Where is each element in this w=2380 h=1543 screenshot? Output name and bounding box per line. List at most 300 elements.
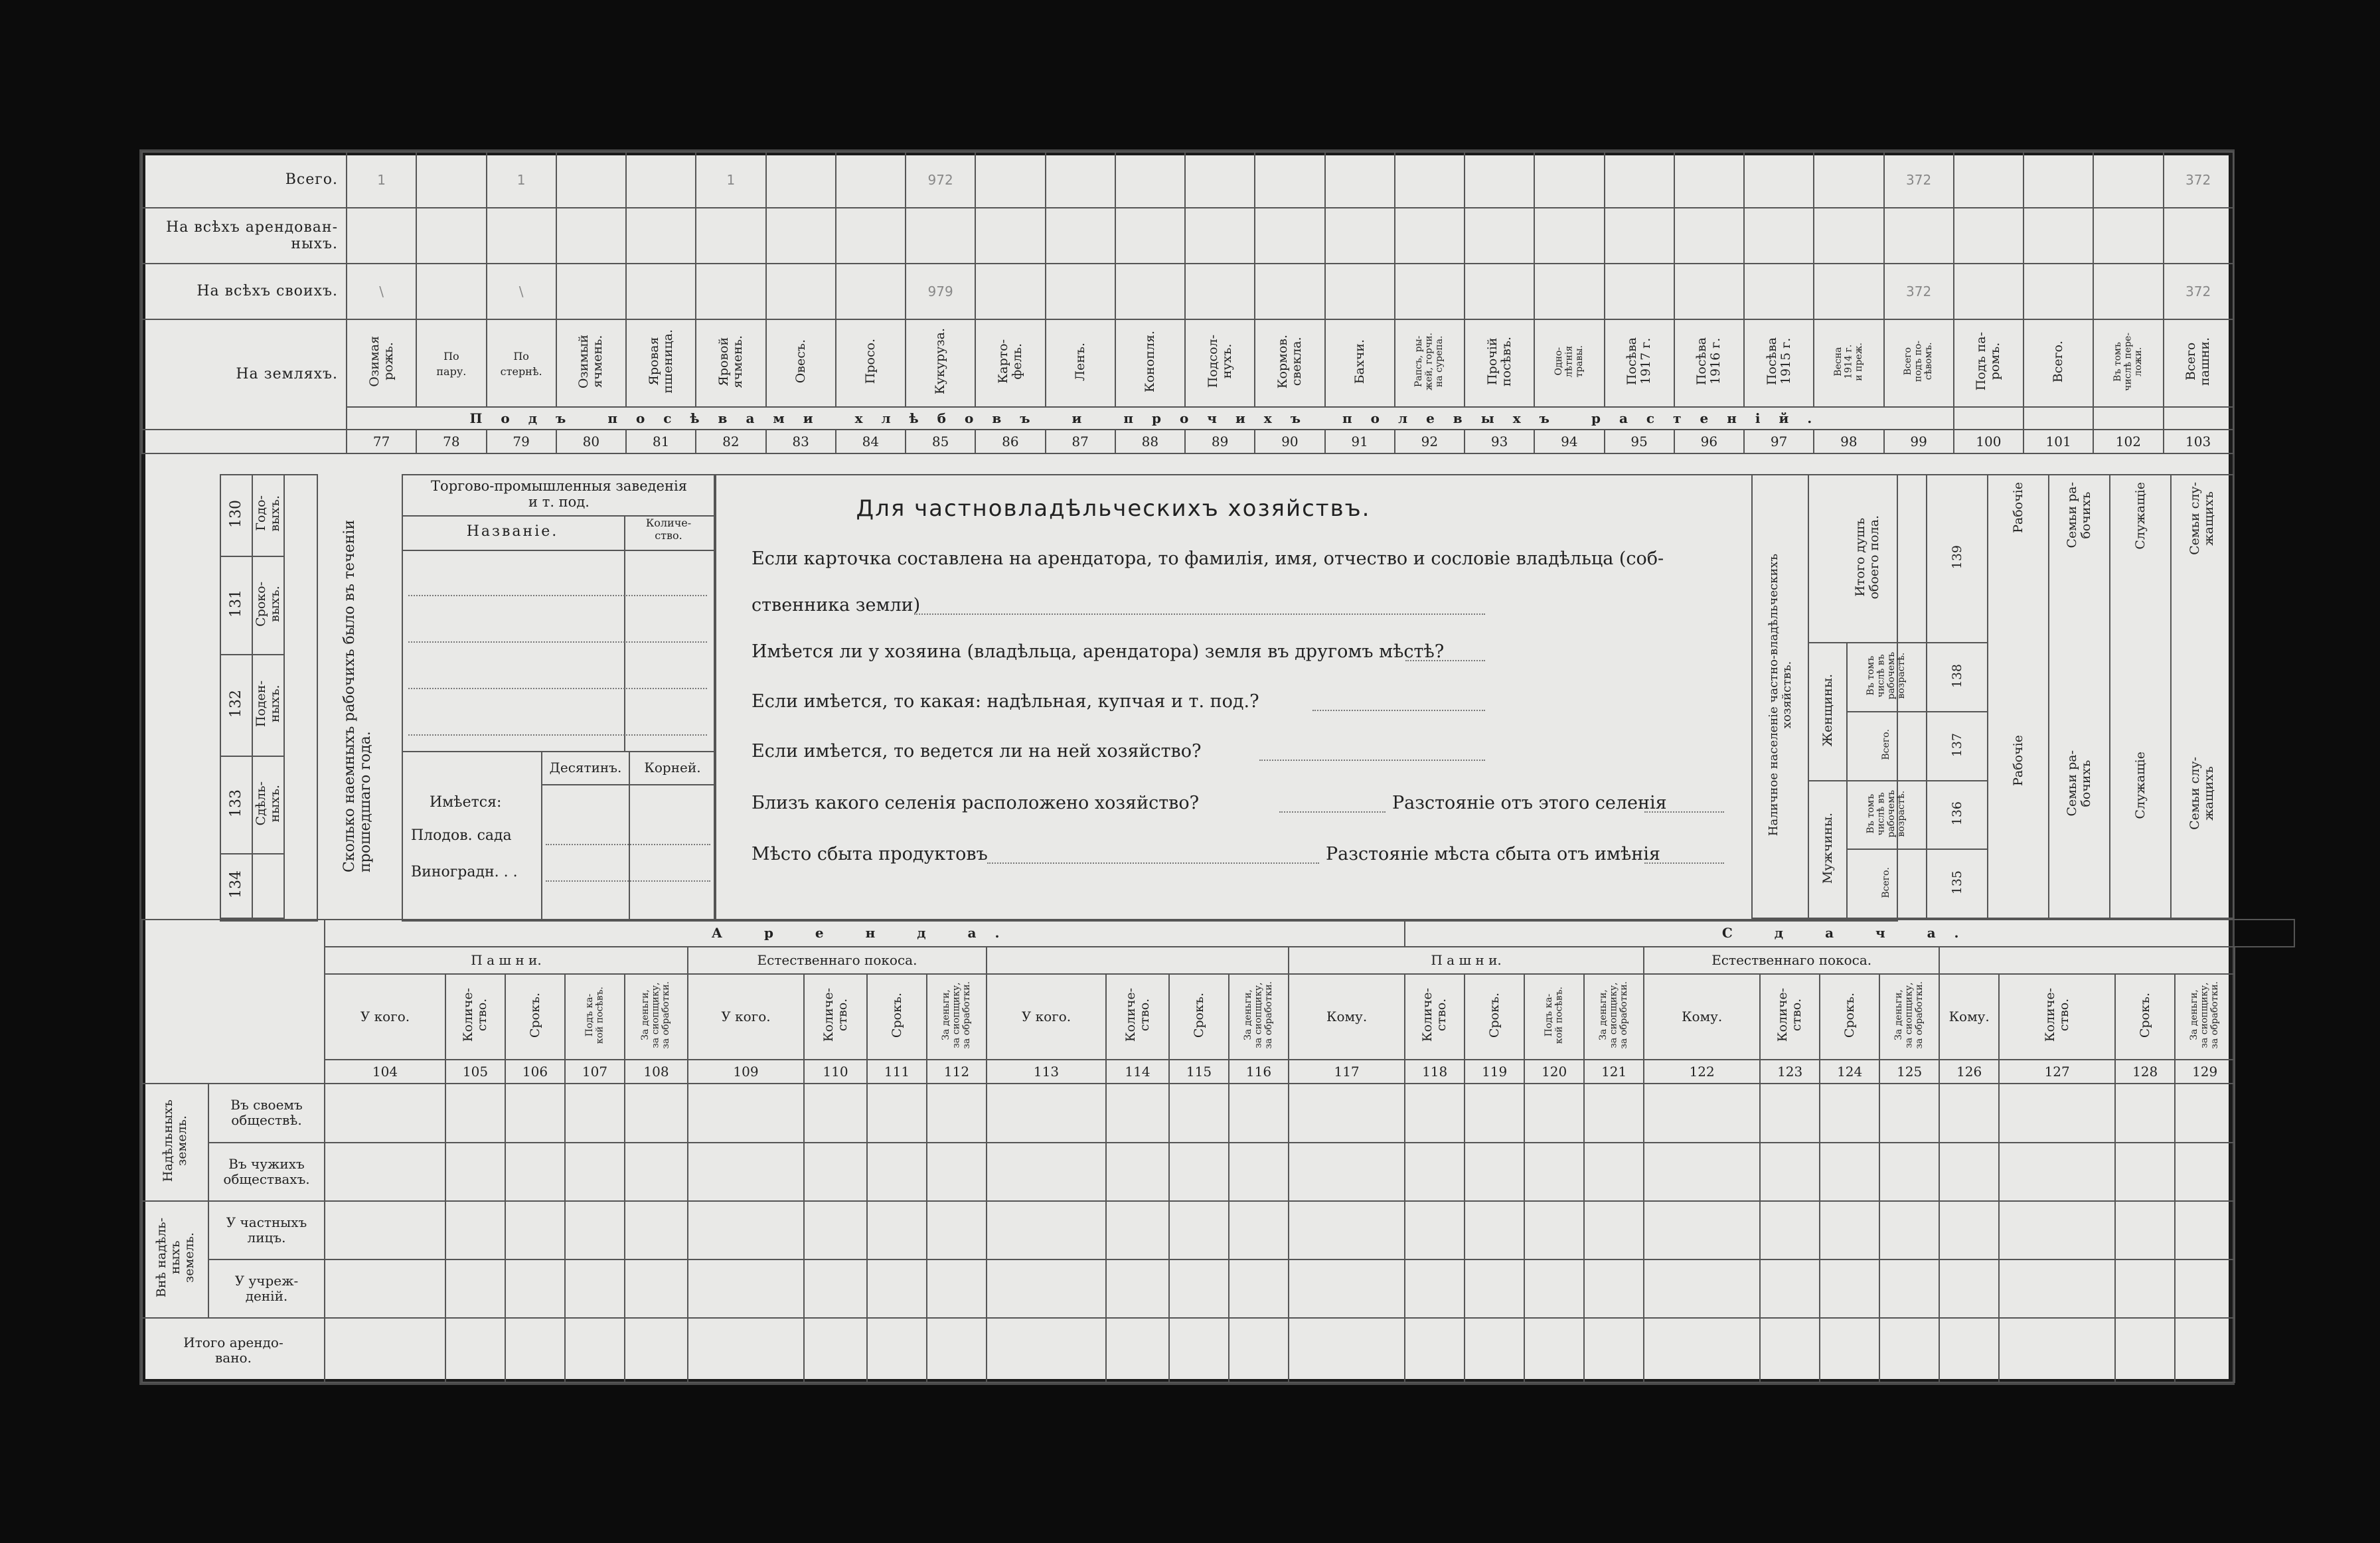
cell-91[interactable]	[1325, 264, 1395, 319]
lease-cell[interactable]	[1229, 1318, 1289, 1382]
q6b-answer-line[interactable]	[1644, 862, 1724, 864]
col-header-kol	[804, 974, 867, 1060]
lease-cell[interactable]	[1405, 1201, 1465, 1259]
cell-97[interactable]	[1744, 264, 1814, 319]
lease-cell[interactable]	[867, 1084, 927, 1142]
lease-cell[interactable]	[688, 1201, 804, 1259]
cell-98[interactable]	[1814, 208, 1883, 264]
q5a-answer-line[interactable]	[1279, 811, 1386, 813]
hired-question: Сколько наемныхъ рабочихъ было въ теченіи прошедшаго года.	[341, 520, 374, 873]
q2-answer-line[interactable]	[1405, 660, 1485, 661]
cell-101[interactable]	[2023, 208, 2093, 264]
col-header-text: Овесъ.	[793, 339, 808, 384]
blank-a	[987, 947, 1289, 974]
lease-cell[interactable]	[625, 1201, 688, 1259]
row-label: У учреж- деній.	[208, 1259, 325, 1318]
cell-82[interactable]	[696, 264, 765, 319]
lease-cell[interactable]	[505, 1318, 565, 1382]
col-header-pod_kakoy	[565, 974, 625, 1060]
lease-cell[interactable]	[1465, 1201, 1524, 1259]
lease-cell[interactable]	[1760, 1318, 1820, 1382]
lease-cell[interactable]	[688, 1143, 804, 1201]
lease-cell[interactable]	[1820, 1201, 1879, 1259]
cell-83[interactable]	[766, 264, 836, 319]
lease-cell[interactable]	[325, 1201, 445, 1259]
staff-col[interactable]	[2110, 475, 2171, 918]
lease-cell[interactable]	[1584, 1259, 1644, 1318]
cell-93[interactable]	[1465, 264, 1534, 319]
col-number: 94	[1534, 430, 1604, 453]
cell-77[interactable]	[347, 208, 416, 264]
lease-cell[interactable]	[987, 1318, 1106, 1382]
lease-cell[interactable]	[1584, 1143, 1644, 1201]
lease-cell[interactable]	[565, 1259, 625, 1318]
lease-cell[interactable]	[1229, 1201, 1289, 1259]
lease-cell[interactable]	[804, 1259, 867, 1318]
lease-cell[interactable]	[1939, 1201, 1999, 1259]
cell-82[interactable]: 1	[696, 152, 765, 208]
col-number: 108	[625, 1060, 688, 1084]
col-number: 120	[1524, 1060, 1584, 1084]
lease-cell[interactable]	[1229, 1143, 1289, 1201]
lease-cell[interactable]	[1820, 1143, 1879, 1201]
col-header-srok-text: Срокъ.	[1191, 992, 1206, 1038]
cell-89[interactable]	[1185, 264, 1255, 319]
lease-cell[interactable]	[1999, 1318, 2115, 1382]
cell-95[interactable]	[1605, 264, 1674, 319]
lease-cell[interactable]	[927, 1201, 987, 1259]
cell-103[interactable]: 372	[2164, 152, 2233, 208]
lease-cell[interactable]	[804, 1201, 867, 1259]
lease-cell[interactable]	[1644, 1084, 1760, 1142]
lease-cell[interactable]	[445, 1318, 505, 1382]
cell-81[interactable]	[626, 264, 696, 319]
cell-96[interactable]	[1674, 264, 1744, 319]
lease-cell[interactable]	[1106, 1143, 1169, 1201]
col-header-za_dengi-text: За деньги, за сиопщику, за обработки.	[940, 981, 972, 1049]
lease-cell[interactable]	[1879, 1259, 1939, 1318]
lease-cell[interactable]	[987, 1084, 1106, 1142]
cell-81[interactable]	[626, 152, 696, 208]
col-header-85	[906, 319, 975, 407]
lease-cell[interactable]	[1524, 1084, 1584, 1142]
lease-cell[interactable]	[1820, 1259, 1879, 1318]
lease-cell[interactable]	[565, 1201, 625, 1259]
cell-83[interactable]	[766, 152, 836, 208]
pop-text: Всего.	[1881, 729, 1892, 761]
col-header-77	[347, 319, 416, 407]
col-header-kol-text: Количе- ство.	[821, 988, 850, 1042]
col-header-text: Посѣва 1917 г.	[1625, 337, 1654, 386]
lease-cell[interactable]	[1169, 1318, 1229, 1382]
lease-cell[interactable]	[2175, 1084, 2235, 1142]
cell-80[interactable]	[556, 152, 626, 208]
q4-answer-line[interactable]	[1259, 760, 1485, 761]
lease-cell[interactable]	[625, 1259, 688, 1318]
cell-99[interactable]: 372	[1884, 152, 1954, 208]
col-number: 125	[1879, 1060, 1939, 1084]
lease-cell[interactable]	[1106, 1259, 1169, 1318]
cell-77[interactable]: \	[347, 264, 416, 319]
lease-cell[interactable]	[1169, 1201, 1229, 1259]
col-number: 106	[505, 1060, 565, 1084]
col-header-za_dengi-text: За деньги, за сиопщику, за обработки.	[1242, 981, 1274, 1049]
q4: Если имѣется, то ведется ли на ней хозяйство?	[752, 741, 1202, 762]
col-header-102	[2093, 319, 2163, 407]
col-header-za_dengi	[1229, 974, 1289, 1060]
cell-79[interactable]	[487, 208, 556, 264]
lease-cell[interactable]	[1879, 1201, 1939, 1259]
cell-95[interactable]	[1605, 208, 1674, 264]
lease-cell[interactable]	[1999, 1259, 2115, 1318]
cell-87[interactable]	[1046, 152, 1115, 208]
col-number: 89	[1185, 430, 1255, 453]
q5b-answer-line[interactable]	[1644, 811, 1724, 813]
cell-103[interactable]	[2164, 208, 2233, 264]
cell-88[interactable]	[1115, 152, 1185, 208]
orch-number: 130	[227, 499, 244, 528]
col-number: 79	[487, 430, 556, 453]
cell-94[interactable]	[1534, 152, 1604, 208]
col-header-86	[975, 319, 1045, 407]
orch-number: 132	[227, 690, 244, 718]
col-header-text: По стернѣ.	[500, 350, 542, 378]
lease-cell[interactable]	[1644, 1143, 1760, 1201]
col-header-text: Бахчи.	[1352, 339, 1367, 384]
lease-cell[interactable]	[1106, 1201, 1169, 1259]
lease-cell[interactable]	[1524, 1201, 1584, 1259]
col-header-text: Подъ па- ромъ.	[1974, 332, 2003, 391]
lease-cell[interactable]	[445, 1143, 505, 1201]
pop-text: Семьи ра- бочихъ	[2065, 750, 2093, 817]
lease-cell[interactable]	[688, 1259, 804, 1318]
q3-answer-line[interactable]	[1312, 710, 1485, 711]
cell-79[interactable]: \	[487, 264, 556, 319]
cell-81[interactable]	[626, 208, 696, 264]
lease-cell[interactable]	[927, 1143, 987, 1201]
cell-102[interactable]	[2093, 152, 2163, 208]
col-header-101	[2023, 319, 2093, 407]
lease-cell[interactable]	[804, 1084, 867, 1142]
lease-cell[interactable]	[867, 1143, 927, 1201]
pashni-a: П а ш н и.	[325, 947, 688, 974]
cell-100[interactable]	[1954, 208, 2023, 264]
lease-cell[interactable]	[1939, 1084, 1999, 1142]
col-header-ukogo: У кого.	[688, 974, 804, 1060]
lease-cell[interactable]	[445, 1259, 505, 1318]
lease-cell[interactable]	[987, 1201, 1106, 1259]
lease-cell[interactable]	[2175, 1318, 2235, 1382]
q1-answer-line[interactable]	[914, 613, 1485, 615]
lease-cell[interactable]	[325, 1259, 445, 1318]
lease-cell[interactable]	[1405, 1318, 1465, 1382]
lease-cell[interactable]	[445, 1201, 505, 1259]
staff-col[interactable]	[2049, 475, 2110, 918]
crop-table	[141, 151, 2234, 454]
hired-workers-table	[220, 474, 413, 919]
lease-cell[interactable]	[625, 1143, 688, 1201]
orch-number: 133	[227, 789, 244, 818]
lease-cell[interactable]	[1465, 1259, 1524, 1318]
lease-cell[interactable]	[2115, 1143, 2175, 1201]
lease-cell[interactable]	[2115, 1201, 2175, 1259]
cell-77[interactable]: 1	[347, 152, 416, 208]
cell-98[interactable]	[1814, 264, 1883, 319]
lease-cell[interactable]	[1169, 1143, 1229, 1201]
lease-cell[interactable]	[1939, 1259, 1999, 1318]
lease-cell[interactable]	[2115, 1084, 2175, 1142]
col-number: 119	[1465, 1060, 1524, 1084]
cell-98[interactable]	[1814, 152, 1883, 208]
col-number: 129	[2175, 1060, 2235, 1084]
lease-cell[interactable]	[2115, 1318, 2175, 1382]
lease-cell[interactable]	[927, 1318, 987, 1382]
cell-87[interactable]	[1046, 208, 1115, 264]
banner-blank	[2093, 407, 2163, 430]
pop-text: 139	[1949, 545, 1964, 570]
lease-cell[interactable]	[1405, 1084, 1465, 1142]
cell-84[interactable]	[836, 264, 906, 319]
lease-cell[interactable]	[1760, 1259, 1820, 1318]
lease-cell[interactable]	[1760, 1143, 1820, 1201]
lease-cell[interactable]	[1760, 1084, 1820, 1142]
lease-cell[interactable]	[505, 1259, 565, 1318]
lease-cell[interactable]	[1760, 1201, 1820, 1259]
orch-label-cell	[252, 556, 284, 655]
col-header-text: Кукуруза.	[933, 328, 948, 395]
lease-cell[interactable]	[1999, 1143, 2115, 1201]
cell-101[interactable]	[2023, 264, 2093, 319]
cell-86[interactable]	[975, 264, 1045, 319]
col-header-94	[1534, 319, 1604, 407]
lease-cell[interactable]	[1289, 1084, 1405, 1142]
pop-group	[1808, 781, 1847, 918]
cell-101[interactable]	[2023, 152, 2093, 208]
lease-cell[interactable]	[565, 1084, 625, 1142]
staff-col[interactable]	[2171, 475, 2233, 918]
cell-91[interactable]	[1325, 208, 1395, 264]
cell-85[interactable]: 972	[906, 152, 975, 208]
orch-label: Сроко- выхъ.	[254, 581, 282, 627]
col-number: 81	[626, 430, 696, 453]
lease-cell[interactable]	[565, 1318, 625, 1382]
lease-cell[interactable]	[987, 1259, 1106, 1318]
col-header-100	[1954, 319, 2023, 407]
lease-cell[interactable]	[1106, 1318, 1169, 1382]
lease-cell[interactable]	[688, 1084, 804, 1142]
lease-cell[interactable]	[1820, 1084, 1879, 1142]
col-header-text: Конопля.	[1142, 330, 1157, 392]
population-table	[1751, 474, 2234, 919]
lease-cell[interactable]	[1169, 1259, 1229, 1318]
col-header-pod_kakoy-text: Подъ ка- кой посѣвъ.	[584, 986, 605, 1044]
cell-102[interactable]	[2093, 208, 2163, 264]
lease-cell[interactable]	[2175, 1143, 2235, 1201]
cell-78[interactable]	[416, 208, 486, 264]
corner	[142, 920, 325, 1084]
cell-84[interactable]	[836, 152, 906, 208]
cell-79[interactable]: 1	[487, 152, 556, 208]
pop-text: Итого душъ обоего пола.	[1853, 515, 1881, 600]
cell-78[interactable]	[416, 152, 486, 208]
cell-92[interactable]	[1395, 152, 1465, 208]
col-header-92	[1395, 319, 1465, 407]
cell-83[interactable]	[766, 208, 836, 264]
lease-cell[interactable]	[1584, 1201, 1644, 1259]
pop-text: Наличное населеніе частно-владѣльческихъ хозяйствъ.	[1766, 554, 1794, 837]
cell-80[interactable]	[556, 264, 626, 319]
lease-cell[interactable]	[1939, 1318, 1999, 1382]
col-header-82	[696, 319, 765, 407]
col-number: 100	[1954, 430, 2023, 453]
row-label: Всего.	[142, 152, 347, 208]
cell-94[interactable]	[1534, 208, 1604, 264]
cell-99[interactable]: 372	[1884, 264, 1954, 319]
lease-cell[interactable]	[867, 1259, 927, 1318]
cell-91[interactable]	[1325, 152, 1395, 208]
lease-cell[interactable]	[1644, 1201, 1760, 1259]
lease-cell[interactable]	[688, 1318, 804, 1382]
lease-cell[interactable]	[867, 1318, 927, 1382]
col-header-srok-text: Срокъ.	[1486, 992, 1502, 1038]
lease-cell[interactable]	[1465, 1318, 1524, 1382]
cell-93[interactable]	[1465, 208, 1534, 264]
cell-84[interactable]	[836, 208, 906, 264]
cell-88[interactable]	[1115, 264, 1185, 319]
lease-cell[interactable]	[2115, 1259, 2175, 1318]
cell-102[interactable]	[2093, 264, 2163, 319]
cell-100[interactable]	[1954, 264, 2023, 319]
cell-96[interactable]	[1674, 152, 1744, 208]
q6a-answer-line[interactable]	[987, 862, 1319, 864]
lease-cell[interactable]	[987, 1143, 1106, 1201]
lease-cell[interactable]	[1289, 1201, 1405, 1259]
cell-92[interactable]	[1395, 264, 1465, 319]
cell-94[interactable]	[1534, 264, 1604, 319]
lease-cell[interactable]	[927, 1259, 987, 1318]
lease-cell[interactable]	[867, 1201, 927, 1259]
col-number: 103	[2164, 430, 2233, 453]
cell-90[interactable]	[1255, 264, 1324, 319]
lease-cell[interactable]	[1999, 1084, 2115, 1142]
cell-97[interactable]	[1744, 152, 1814, 208]
private-farm-form	[714, 474, 1898, 922]
lease-cell[interactable]	[1644, 1259, 1760, 1318]
lease-cell[interactable]	[1584, 1084, 1644, 1142]
cell-90[interactable]	[1255, 152, 1324, 208]
lease-cell[interactable]	[1106, 1084, 1169, 1142]
cell-93[interactable]	[1465, 152, 1534, 208]
cell-78[interactable]	[416, 264, 486, 319]
col-header-text: Въ томъ числѣ пере- ложи.	[2112, 332, 2144, 391]
lease-cell[interactable]	[325, 1143, 445, 1201]
cell-87[interactable]	[1046, 264, 1115, 319]
cell-92[interactable]	[1395, 208, 1465, 264]
lease-cell[interactable]	[804, 1318, 867, 1382]
cell-89[interactable]	[1185, 208, 1255, 264]
pop-text: 135	[1949, 870, 1964, 895]
lease-cell[interactable]	[625, 1318, 688, 1382]
pop-sub	[1847, 712, 1927, 781]
lease-cell[interactable]	[1879, 1084, 1939, 1142]
lease-cell[interactable]	[1229, 1259, 1289, 1318]
cell-88[interactable]	[1115, 208, 1185, 264]
lease-cell[interactable]	[1524, 1259, 1584, 1318]
lease-cell[interactable]	[1524, 1143, 1584, 1201]
group-nadel-text: Надѣльныхъ земель.	[161, 1099, 189, 1182]
cell-96[interactable]	[1674, 208, 1744, 264]
lease-cell[interactable]	[1229, 1084, 1289, 1142]
pop-text: Мужчины.	[1820, 812, 1835, 884]
lease-cell[interactable]	[1524, 1318, 1584, 1382]
lease-cell[interactable]	[1879, 1318, 1939, 1382]
col-header-kol	[1999, 974, 2115, 1060]
lease-cell[interactable]	[505, 1084, 565, 1142]
cell-86[interactable]	[975, 208, 1045, 264]
lease-cell[interactable]	[505, 1201, 565, 1259]
lease-cell[interactable]	[1289, 1143, 1405, 1201]
lease-cell[interactable]	[1405, 1143, 1465, 1201]
cell-89[interactable]	[1185, 152, 1255, 208]
desyat-header: Десятинъ.	[549, 760, 622, 775]
cell-80[interactable]	[556, 208, 626, 264]
col-number: 102	[2093, 430, 2163, 453]
orch-label: Поден- ныхъ.	[254, 681, 282, 728]
cell-99[interactable]	[1884, 208, 1954, 264]
lease-cell[interactable]	[625, 1084, 688, 1142]
lease-cell[interactable]	[1169, 1084, 1229, 1142]
lease-cell[interactable]	[1879, 1143, 1939, 1201]
lease-cell[interactable]	[565, 1143, 625, 1201]
cell-95[interactable]	[1605, 152, 1674, 208]
cell-97[interactable]	[1744, 208, 1814, 264]
cell-90[interactable]	[1255, 208, 1324, 264]
lease-cell[interactable]	[1465, 1143, 1524, 1201]
lease-cell[interactable]	[445, 1084, 505, 1142]
cell-103[interactable]: 372	[2164, 264, 2233, 319]
cell-86[interactable]	[975, 152, 1045, 208]
col-header-srok-text: Срокъ.	[1842, 992, 1857, 1038]
lease-cell[interactable]	[505, 1143, 565, 1201]
lease-cell[interactable]	[2175, 1201, 2235, 1259]
col-header-pod_kakoy-text: Подъ ка- кой посѣвъ.	[1543, 986, 1565, 1044]
col-number: 87	[1046, 430, 1115, 453]
lease-cell[interactable]	[2175, 1259, 2235, 1318]
col-header-text: Всего подъ по- сѣвомъ.	[1903, 341, 1934, 382]
trade-title: Торгово-промышленныя заведенія и т. под.	[431, 478, 687, 510]
cell-82[interactable]	[696, 208, 765, 264]
lease-cell[interactable]	[1820, 1318, 1879, 1382]
pop-text: Семьи ра- бочихъ	[2065, 482, 2093, 548]
lease-cell[interactable]	[1289, 1318, 1405, 1382]
cell-100[interactable]	[1954, 152, 2023, 208]
lease-cell[interactable]	[927, 1084, 987, 1142]
lease-cell[interactable]	[325, 1318, 445, 1382]
lease-cell[interactable]	[1405, 1259, 1465, 1318]
cell-85[interactable]: 979	[906, 264, 975, 319]
lease-cell[interactable]	[804, 1143, 867, 1201]
lease-cell[interactable]	[325, 1084, 445, 1142]
lease-cell[interactable]	[1999, 1201, 2115, 1259]
lease-cell[interactable]	[1644, 1318, 1760, 1382]
staff-col[interactable]	[1988, 475, 2049, 918]
cell-85[interactable]	[906, 208, 975, 264]
col-header-srok-text: Срокъ.	[527, 992, 542, 1038]
lease-cell[interactable]	[1939, 1143, 1999, 1201]
lease-cell[interactable]	[1584, 1318, 1644, 1382]
lease-cell[interactable]	[1465, 1084, 1524, 1142]
lease-cell[interactable]	[1289, 1259, 1405, 1318]
